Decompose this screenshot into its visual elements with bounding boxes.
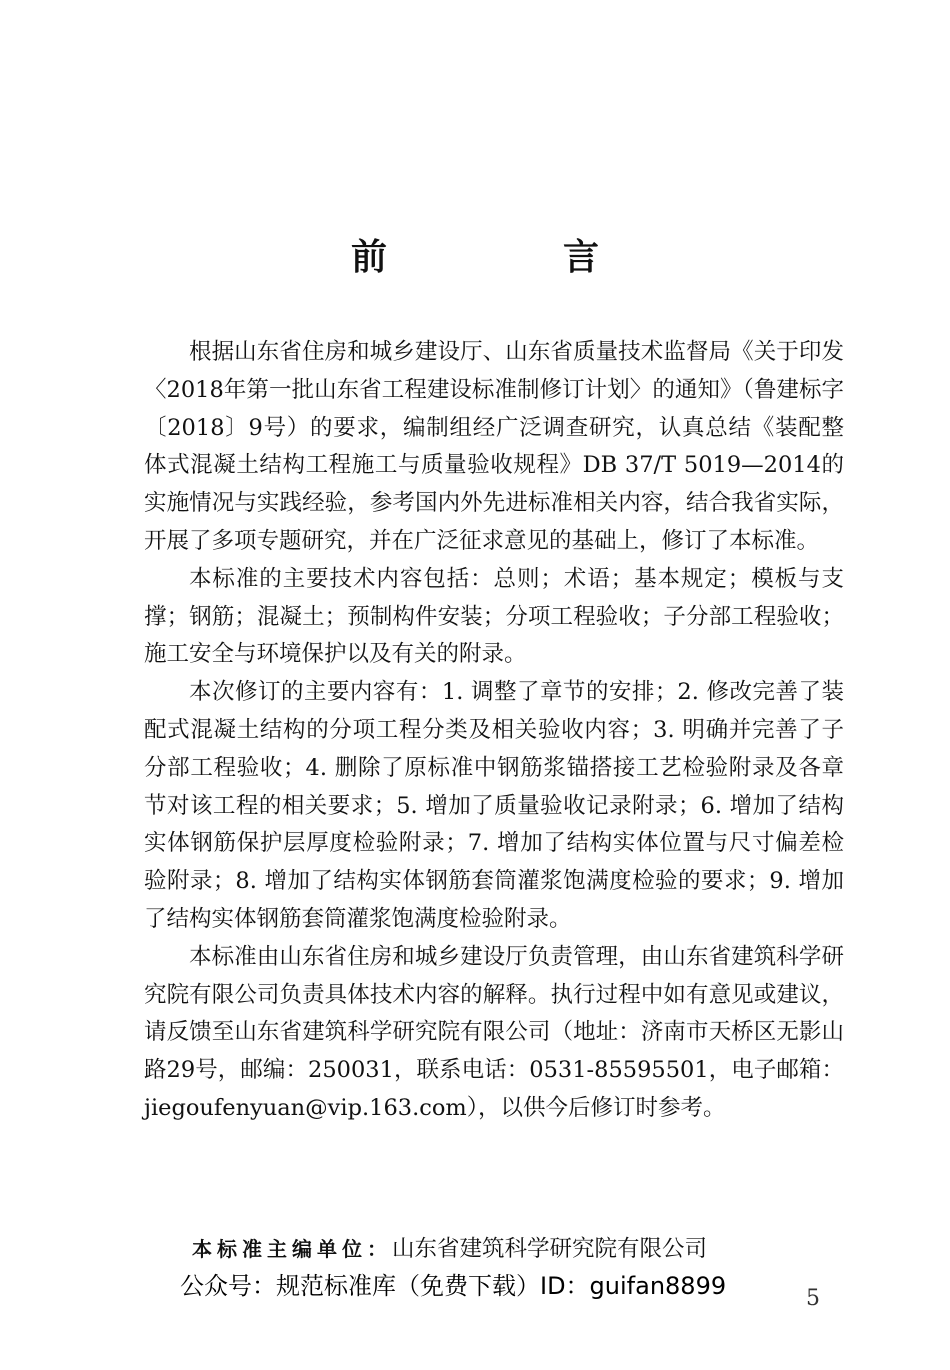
paragraph-technical-content: 本标准的主要技术内容包括：总则；术语；基本规定；模板与支撑；钢筋；混凝土；预制构件安装；分项工程验收；子分部工程验收；施工安全与环境保护以及有关的附录。 bbox=[144, 565, 844, 668]
watermark-text: 公众号：规范标准库（免费下载）ID：guifan8899 bbox=[180, 1272, 727, 1300]
page-title: 前 言 bbox=[350, 236, 669, 278]
chief-editor-line bbox=[192, 1232, 707, 1266]
chief-editor-label: 本标准主编单位： bbox=[192, 1237, 392, 1261]
chief-editor-value: 山东省建筑科学研究院有限公司 bbox=[392, 1236, 708, 1262]
preface-body bbox=[144, 334, 844, 1128]
paragraph-management-contact: 本标准由山东省住房和城乡建设厅负责管理，由山东省建筑科学研究院有限公司负责具体技术内容的解释。执行过程中如有意见或建议，请反馈至山东省建筑科学研究院有限公司（地址：济南市天桥区无影山路29号，邮编：250031，联系电话：0531-85595501，电子邮箱：jiegoufenyuan@vip.163.com），以供今后修订时参考。 bbox=[144, 943, 844, 1121]
paragraph-revision-content: 本次修订的主要内容有：1. 调整了章节的安排；2. 修改完善了装配式混凝土结构的分项工程分类及相关验收内容；3. 明确并完善了子分部工程验收；4. 删除了原标准中钢筋浆锚搭接工艺检验附录及各章节对该工程的相关要求；5. 增加了质量验收记录附录；6. 增加了结构实体钢筋保护层厚度检验附录；7. 增加了结构实体位置与尺寸偏差检验附录；8. 增加了结构实体钢筋套筒灌浆饱满度检验的要求；9. 增加了结构实体钢筋套筒灌浆饱满度检验附录。 bbox=[144, 679, 844, 932]
page-number: 5 bbox=[806, 1286, 820, 1311]
paragraph-background: 根据山东省住房和城乡建设厅、山东省质量技术监督局《关于印发〈2018年第一批山东省工程建设标准制修订计划〉的通知》（鲁建标字〔2018〕9号）的要求，编制组经广泛调查研究，认真总结《装配整体式混凝土结构工程施工与质量验收规程》DB 37/T 5019—2014的实施情况与实践经验，参考国内外先进标准相关内容，结合我省实际，开展了多项专题研究，并在广泛征求意见的基础上，修订了本标准。 bbox=[144, 339, 844, 554]
